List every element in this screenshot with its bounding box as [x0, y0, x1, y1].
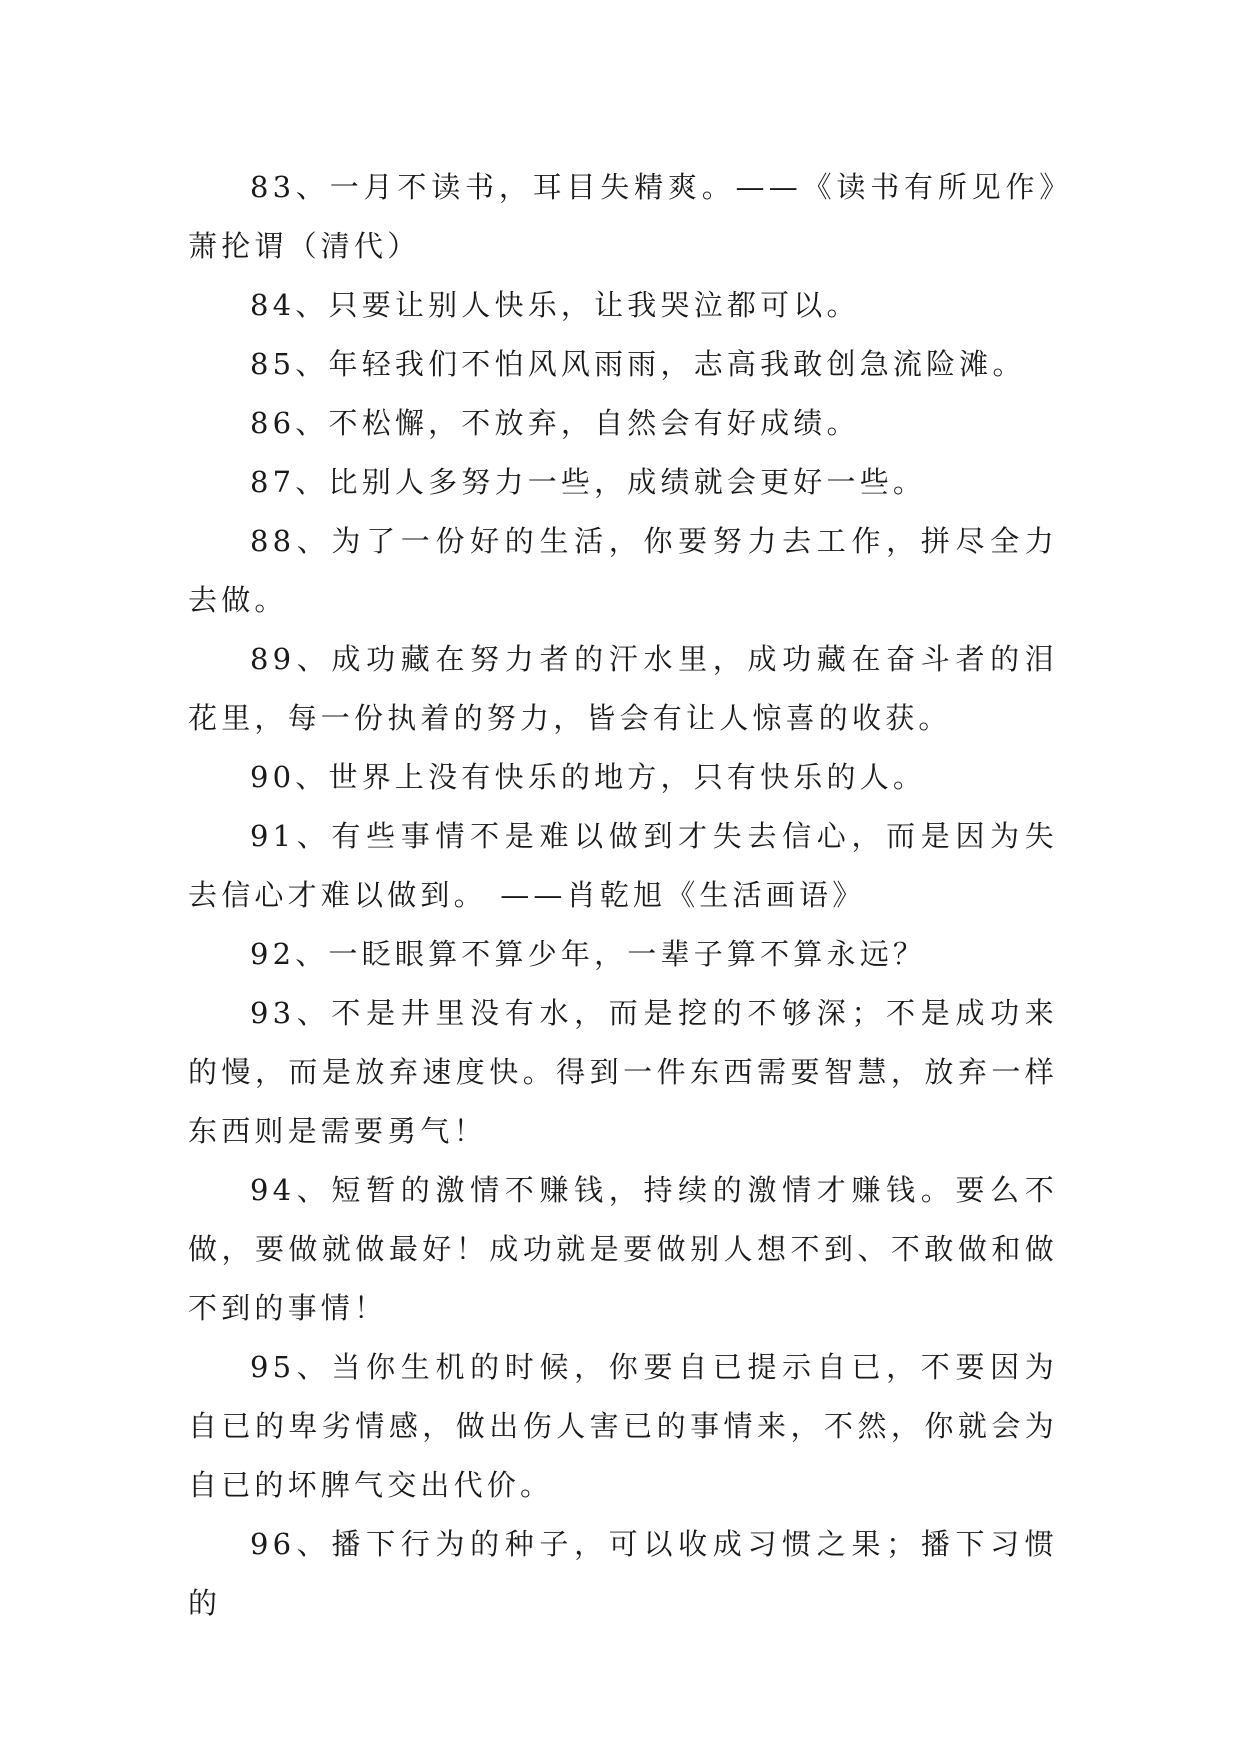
- paragraph-85: 85、年轻我们不怕风风雨雨，志高我敢创急流险滩。: [250, 347, 1026, 381]
- paragraph-87: 87、比别人多努力一些，成绩就会更好一些。: [250, 465, 927, 499]
- paragraph-84: 84、只要让别人快乐，让我哭泣都可以。: [250, 288, 860, 322]
- paragraph-95: 95、当你生机的时候，你要自已提示自已，不要因为自已的卑劣情感，做出伤人害已的事情来，不然，你就会为自已的坏脾气交出代价。: [188, 1350, 1058, 1502]
- document-body: [188, 158, 1058, 1633]
- paragraph-88: 88、为了一份好的生活，你要努力去工作，拼尽全力去做。: [188, 524, 1058, 617]
- paragraph-89: 89、成功藏在努力者的汗水里，成功藏在奋斗者的泪花里，每一份执着的努力，皆会有让人惊喜的收获。: [188, 642, 1058, 735]
- paragraph-92: 92、一眨眼算不算少年，一辈子算不算永远？: [250, 937, 927, 971]
- paragraph-94: 94、短暂的激情不赚钱，持续的激情才赚钱。要么不做，要做就做最好！成功就是要做别人想不到、不敢做和做不到的事情！: [188, 1173, 1058, 1325]
- paragraph-91: 91、有些事情不是难以做到才失去信心，而是因为失去信心才难以做到。 ——肖乾旭《生活画语》: [188, 819, 1058, 912]
- paragraph-90: 90、世界上没有快乐的地方，只有快乐的人。: [250, 760, 927, 794]
- paragraph-93: 93、不是井里没有水，而是挖的不够深；不是成功来的慢，而是放弃速度快。得到一件东西需要智慧，放弃一样东西则是需要勇气！: [188, 996, 1058, 1148]
- paragraph-86: 86、不松懈，不放弃，自然会有好成绩。: [250, 406, 860, 440]
- paragraph-96: 96、播下行为的种子，可以收成习惯之果；播下习惯的: [188, 1527, 1058, 1620]
- paragraph-83: 83、一月不读书，耳目失精爽。——《读书有所见作》萧抡谓（清代）: [188, 170, 1058, 263]
